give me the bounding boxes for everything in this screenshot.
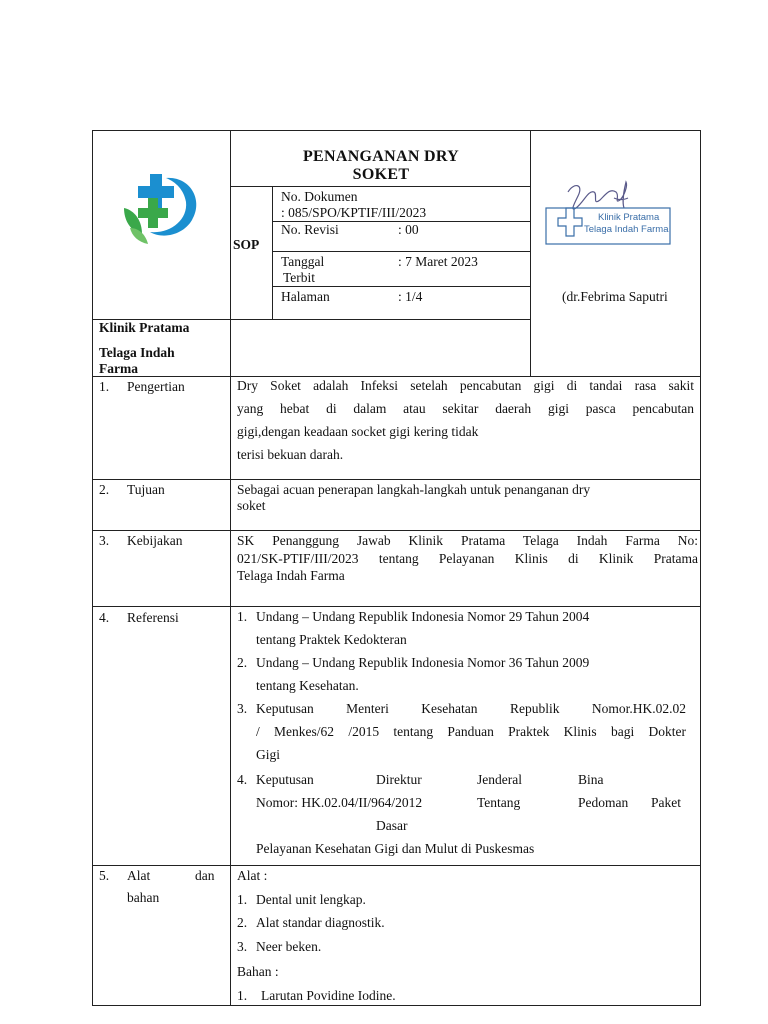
- stamp-text-line-2: Telaga Indah Farma: [584, 224, 669, 235]
- revision-value: : 00: [398, 222, 419, 237]
- ref-item-2-line-1: Undang – Undang Republik Indonesia Nomor 36 Tahun 2009: [256, 655, 590, 670]
- page-value: : 1/4: [398, 289, 423, 304]
- section-number: 2.: [99, 482, 110, 497]
- table-border-left: [92, 130, 93, 1006]
- ref-item-4-word: Tentang: [477, 795, 521, 810]
- section-label-dan: dan: [195, 868, 215, 883]
- pengertian-line-4: terisi bekuan darah.: [237, 447, 344, 462]
- ref-item-4-word: Nomor: HK.02.04/II/964/2012: [256, 795, 423, 810]
- ref-item-1-line-2: tentang Praktek Kedokteran: [256, 632, 407, 647]
- section-number: 5.: [99, 868, 110, 883]
- clinic-name-line-1: Klinik Pratama: [99, 320, 190, 335]
- ref-item-3-line-3: Gigi: [256, 747, 281, 762]
- clinic-name-line-2: Telaga Indah: [99, 345, 175, 360]
- ref-item-2-line-2: tentang Kesehatan.: [256, 678, 359, 693]
- row-divider-pengertian: [92, 479, 701, 480]
- title-line-1: PENANGANAN DRY: [302, 148, 460, 165]
- section-label-tujuan: Tujuan: [127, 482, 165, 497]
- kebijakan-line-3: Telaga Indah Farma: [237, 568, 345, 583]
- stamp-text-line-1: Klinik Pratama: [598, 212, 660, 223]
- alat-heading: Alat :: [237, 868, 268, 883]
- table-border-bottom: [92, 1005, 701, 1006]
- table-border-top: [92, 130, 701, 131]
- pengertian-line-1: Dry Soket adalah Infeksi setelah pencabutan gigi di tandai rasa sakit: [237, 378, 694, 393]
- ref-item-1-number: 1.: [237, 609, 248, 624]
- ref-item-2-number: 2.: [237, 655, 248, 670]
- alat-item-3-number: 3.: [237, 939, 248, 954]
- ref-item-4-word: Direktur: [376, 772, 422, 787]
- clinic-name-line-3: Farma: [99, 361, 138, 376]
- pengertian-line-3: gigi,dengan keadaan socket gigi kering tidak: [237, 424, 479, 439]
- pengertian-line-2: yang hebat di dalam atau sekitar daerah gigi pasca pencabutan: [237, 401, 694, 416]
- header-signature-divider: [530, 130, 531, 377]
- sop-label: SOP: [233, 237, 260, 252]
- alat-item-1-number: 1.: [237, 892, 248, 907]
- section-number: 1.: [99, 379, 110, 394]
- ref-item-4-word: Pedoman: [578, 795, 629, 810]
- ref-item-4-number: 4.: [237, 772, 248, 787]
- ref-item-4-word: Paket: [651, 795, 681, 810]
- ref-item-4-word: Bina: [578, 772, 604, 787]
- kebijakan-line-2: 021/SK-PTIF/III/2023 tentang Pelayanan Klinis di Klinik Pratama: [237, 550, 698, 566]
- ref-item-4-word: Dasar: [376, 818, 408, 833]
- alat-item-2-number: 2.: [237, 915, 248, 930]
- page-label: Halaman: [281, 289, 330, 304]
- doc-no-value: : 085/SPO/KPTIF/III/2023: [281, 205, 427, 220]
- ref-item-4-line-4: Pelayanan Kesehatan Gigi dan Mulut di Puskesmas: [256, 841, 535, 856]
- alat-item-2: Alat standar diagnostik.: [256, 915, 385, 930]
- tujuan-line-2: soket: [237, 498, 266, 513]
- row-divider-referensi: [92, 865, 701, 866]
- section-label-referensi: Referensi: [127, 610, 179, 625]
- section-label-bahan: bahan: [127, 890, 160, 905]
- revision-label: No. Revisi: [281, 222, 339, 237]
- section-number: 4.: [99, 610, 110, 625]
- row-divider-kebijakan: [92, 606, 701, 607]
- title-line-2: SOKET: [352, 166, 410, 183]
- ref-item-3-number: 3.: [237, 701, 248, 716]
- kebijakan-line-1: SK Penanggung Jawab Klinik Pratama Telaga Indah Farma No:: [237, 533, 698, 548]
- ref-item-1-line-1: Undang – Undang Republik Indonesia Nomor 29 Tahun 2004: [256, 609, 590, 624]
- row-divider-tanggal: [272, 286, 530, 287]
- section-label-pengertian: Pengertian: [127, 379, 185, 394]
- ref-item-4-word: Jenderal: [477, 772, 522, 787]
- column-divider: [230, 130, 231, 1006]
- date-label-1: Tanggal: [281, 254, 325, 269]
- ref-item-3-line-1: Keputusan Menteri Kesehatan Republik Nomor.HK.02.02: [256, 701, 686, 716]
- section-number: 3.: [99, 533, 110, 548]
- sop-divider: [272, 186, 273, 319]
- tujuan-line-1: Sebagai acuan penerapan langkah-langkah untuk penanganan dry: [237, 482, 591, 497]
- doc-no-label: No. Dokumen: [281, 189, 358, 204]
- ref-item-4-word: Keputusan: [256, 772, 314, 787]
- pengertian-text: [237, 374, 694, 466]
- section-label-alat: Alat: [127, 868, 151, 883]
- ref-item-3-line-2: / Menkes/62 /2015 tentang Panduan Praktek Klinis bagi Dokter: [256, 724, 686, 739]
- row-divider-revisi: [272, 251, 530, 252]
- document-title: [232, 148, 530, 184]
- bahan-item-1-number: 1.: [237, 988, 248, 1003]
- bahan-heading: Bahan :: [237, 964, 279, 979]
- bahan-item-1: Larutan Povidine Iodine.: [261, 988, 396, 1003]
- alat-item-1: Dental unit lengkap.: [256, 892, 366, 907]
- table-border-right: [700, 130, 701, 1006]
- title-underline: [230, 186, 530, 187]
- clinic-logo: [120, 168, 204, 246]
- date-label-2: Terbit: [283, 270, 316, 285]
- date-value: : 7 Maret 2023: [398, 254, 478, 269]
- row-divider-tujuan: [92, 530, 701, 531]
- ref-item-3-text: [256, 697, 686, 766]
- signer-name: (dr.Febrima Saputri: [562, 289, 668, 304]
- kebijakan-text: [237, 532, 698, 585]
- alat-item-3: Neer beken.: [256, 939, 322, 954]
- section-label-kebijakan: Kebijakan: [127, 533, 183, 548]
